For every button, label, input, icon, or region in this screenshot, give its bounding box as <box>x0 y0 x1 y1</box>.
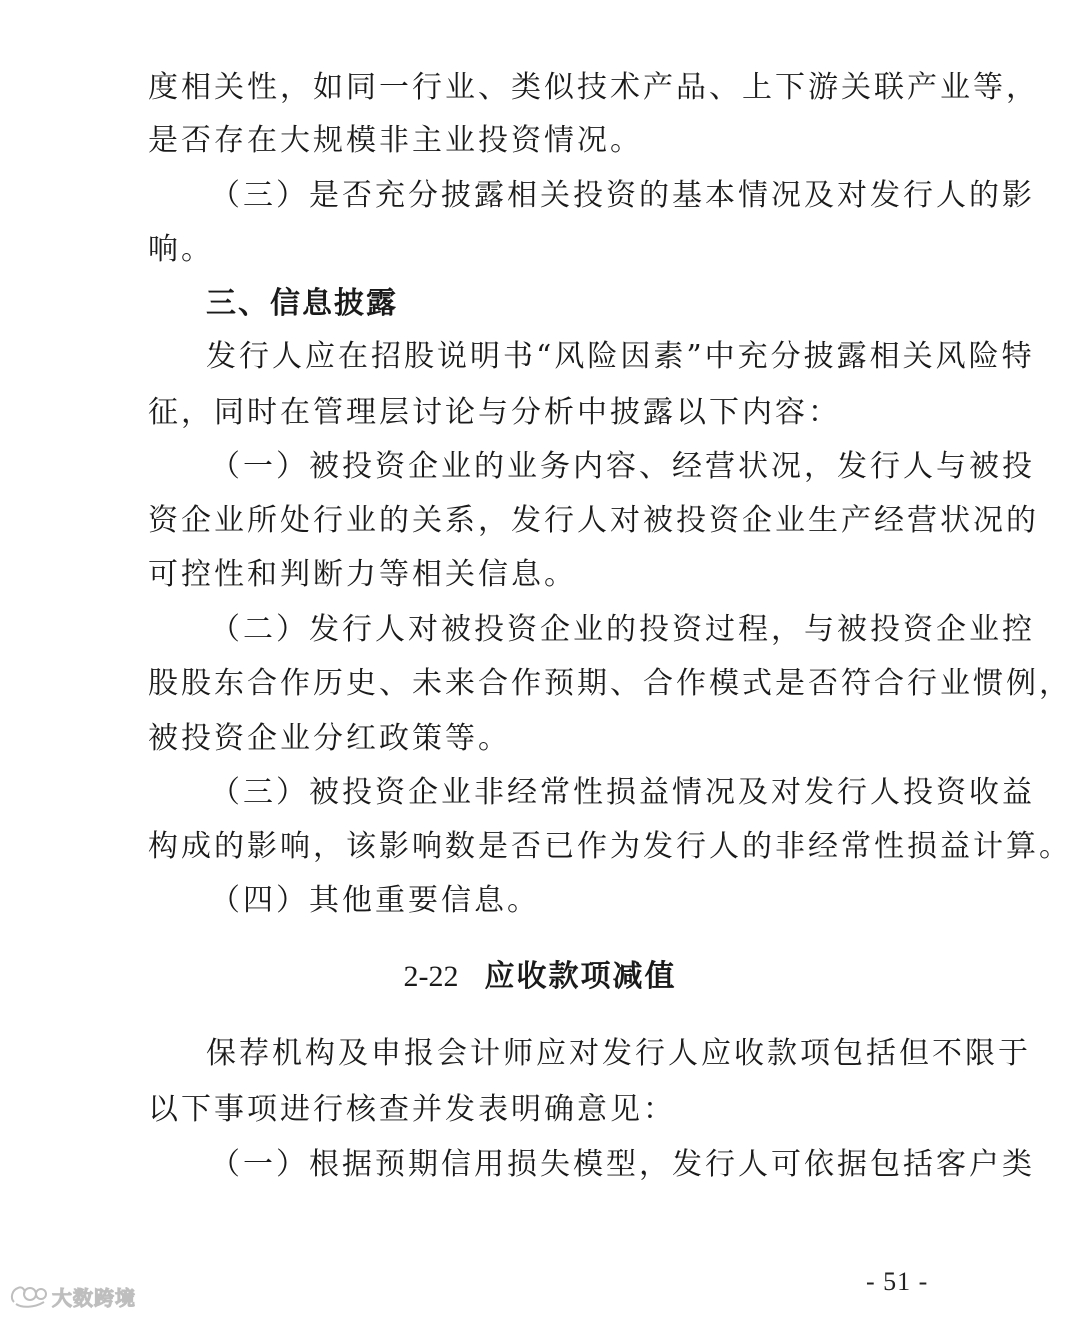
paragraph-line: 保荐机构及申报会计师应对发行人应收款项包括但不限于 <box>206 1036 1031 1071</box>
watermark-text: 大数跨境 <box>52 1285 136 1310</box>
paragraph-line: 以下事项进行核查并发表明确意见： <box>148 1092 676 1127</box>
paragraph-line: 股股东合作历史、未来合作预期、合作模式是否符合行业惯例， <box>148 666 1072 701</box>
section-number: 2-22 <box>403 960 459 993</box>
paragraph-line: （三）是否充分披露相关投资的基本情况及对发行人的影 <box>210 178 1035 213</box>
paragraph-line: 构成的影响，该影响数是否已作为发行人的非经常性损益计算。 <box>148 829 1072 864</box>
section-title: 应收款项减值 <box>484 959 677 994</box>
paragraph-line: 征，同时在管理层讨论与分析中披露以下内容： <box>148 395 841 430</box>
watermark <box>8 1280 136 1312</box>
paragraph-line: 被投资企业分红政策等。 <box>148 721 511 756</box>
subsection-heading: 三、信息披露 <box>206 286 398 321</box>
paragraph-line: （一）被投资企业的业务内容、经营状况，发行人与被投 <box>210 449 1035 484</box>
paragraph-line: （三）被投资企业非经常性损益情况及对发行人投资收益 <box>210 775 1035 810</box>
paragraph-line: （二）发行人对被投资企业的投资过程，与被投资企业控 <box>210 612 1035 647</box>
paragraph-line: 是否存在大规模非主业投资情况。 <box>148 123 643 158</box>
paragraph-line: 资企业所处行业的关系，发行人对被投资企业生产经营状况的 <box>148 503 1039 538</box>
paragraph-line: （四）其他重要信息。 <box>210 883 540 918</box>
section-heading <box>0 957 1080 997</box>
paragraph-line: （一）根据预期信用损失模型，发行人可依据包括客户类 <box>210 1147 1035 1182</box>
paragraph-line: 响。 <box>148 232 214 267</box>
paragraph-line: 度相关性，如同一行业、类似技术产品、上下游关联产业等， <box>148 70 1039 105</box>
page-number: - 51 - <box>866 1267 929 1296</box>
paragraph-line: 可控性和判断力等相关信息。 <box>148 557 577 592</box>
brand-logo-icon <box>8 1282 48 1310</box>
paragraph-line: 发行人应在招股说明书“风险因素”中充分披露相关风险特 <box>206 339 1035 374</box>
